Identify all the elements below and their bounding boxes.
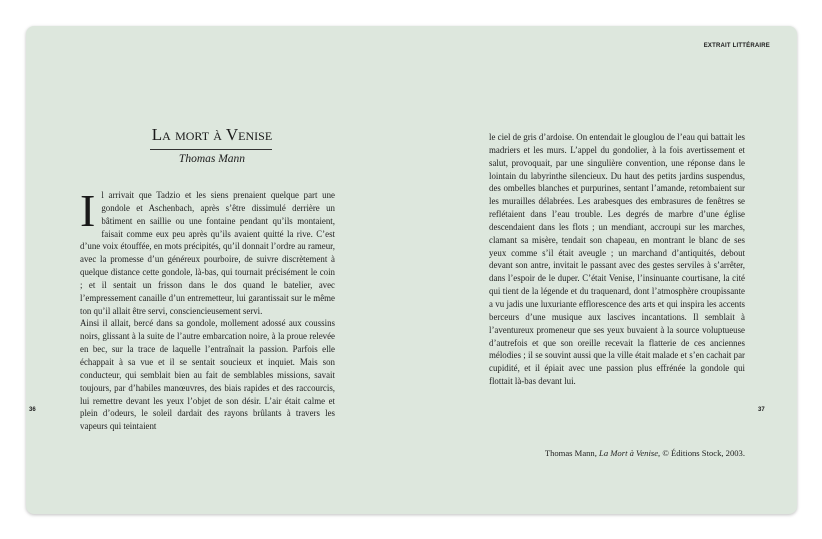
- credit-work: La Mort à Venise: [599, 448, 659, 458]
- credit-publisher: , © Éditions Stock, 2003.: [658, 448, 745, 458]
- paragraph-text: l arrivait que Tadzio et les siens prenaient quelque part une gondole et Aschenbach, après s’être dissimulé derrière un bâtiment en saillie ou une fontaine pendant qu’ils montaient, faisait comme eux peu après qu’ils avaient quitté la rive. C’est d’une voix étouffée, en mots précipités, qu’il donnait l’ordre au rameur, avec la promesse d’un généreux pourboire, de suivre discrètement à quelque distance cette gondole, là-bas, qui tournait précisément le coin ; et il sentait un frisson dans le dos quand le batelier, avec l’empressement canaille d’un entremetteur, lui garantissait sur le même ton qu’il allait être servi, consciencieusement servi.: [80, 190, 335, 316]
- paragraph: le ciel de gris d’ardoise. On entendait le glouglou de l’eau qui battait les madriers et les murs. L’appel du gondolier, à la fois avertissement et salut, provoquait, par une singulière convention, une réponse dans le lointain du labyrinthe silencieux. Du haut des petits jardins suspendus, des ombelles blanches et purpurines, sentant l’amande, retombaient sur les murailles délabrées. Les arabesques des embrasures de fenêtres se reflétaient dans l’eau trouble. Les degrés de marbre d’une église descendaient dans les flots ; un mendiant, accroupi sur les marches, clamant sa misère, tendait son chapeau, en montrant le blanc de ses yeux comme s’il était aveugle ; un marchand d’antiquités, debout devant son antre, invitait le passant avec des gestes serviles à s’arrêter, dans l’espoir de le duper. C’était Venise, l’insinuante courtisane, la cité qui tient de la légende et du traquenard, dont l’atmosphère croupissante a vu jadis une luxuriante efflorescence des arts et qui inspira les accents berceurs d’une musique aux lascives incantations. Il semblait à l’aventureux promeneur que ses yeux buvaient à la source voluptueuse d’autrefois et que son oreille recevait la flatterie de ces anciennes mélodies ; il se souvint aussi que la ville était malade et s’en cachait par cupidité, et il épiait avec une passion plus effrénée la gondole qui flottait là-bas devant lui.: [489, 132, 745, 387]
- right-column: [489, 131, 745, 388]
- drop-cap: I: [80, 185, 96, 236]
- page-number-right: 37: [758, 407, 765, 413]
- article-author: Thomas Mann: [178, 153, 246, 165]
- source-credit: [489, 448, 745, 458]
- book-spread: [26, 26, 797, 514]
- credit-author: Thomas Mann,: [544, 448, 597, 458]
- paragraph: [80, 185, 335, 317]
- paragraph: Ainsi il allait, bercé dans sa gondole, mollement adossé aux coussins noirs, glissant à la suite de l’autre embarcation noire, à la proue relevée en bec, sur la trace de laquelle l’entraînait la passion. Parfois elle échappait à sa vue et il se sentait soucieux et inquiet. Mais son conducteur, qui semblait bien au fait de semblables missions, savait toujours, par d’habiles manœuvres, des biais rapides et des raccourcis, lui remettre devant les yeux l’objet de son désir. L’air était calme et plein d’odeurs, le soleil dardait des rayons brûlants à travers les vapeurs qui teintaient: [80, 318, 335, 432]
- article-title: La mort à Venise: [151, 125, 273, 144]
- left-column: [80, 185, 335, 433]
- section-label: EXTRAIT LITTÉRAIRE: [703, 43, 770, 49]
- title-divider: [150, 149, 272, 150]
- page-number-left: 36: [29, 407, 36, 413]
